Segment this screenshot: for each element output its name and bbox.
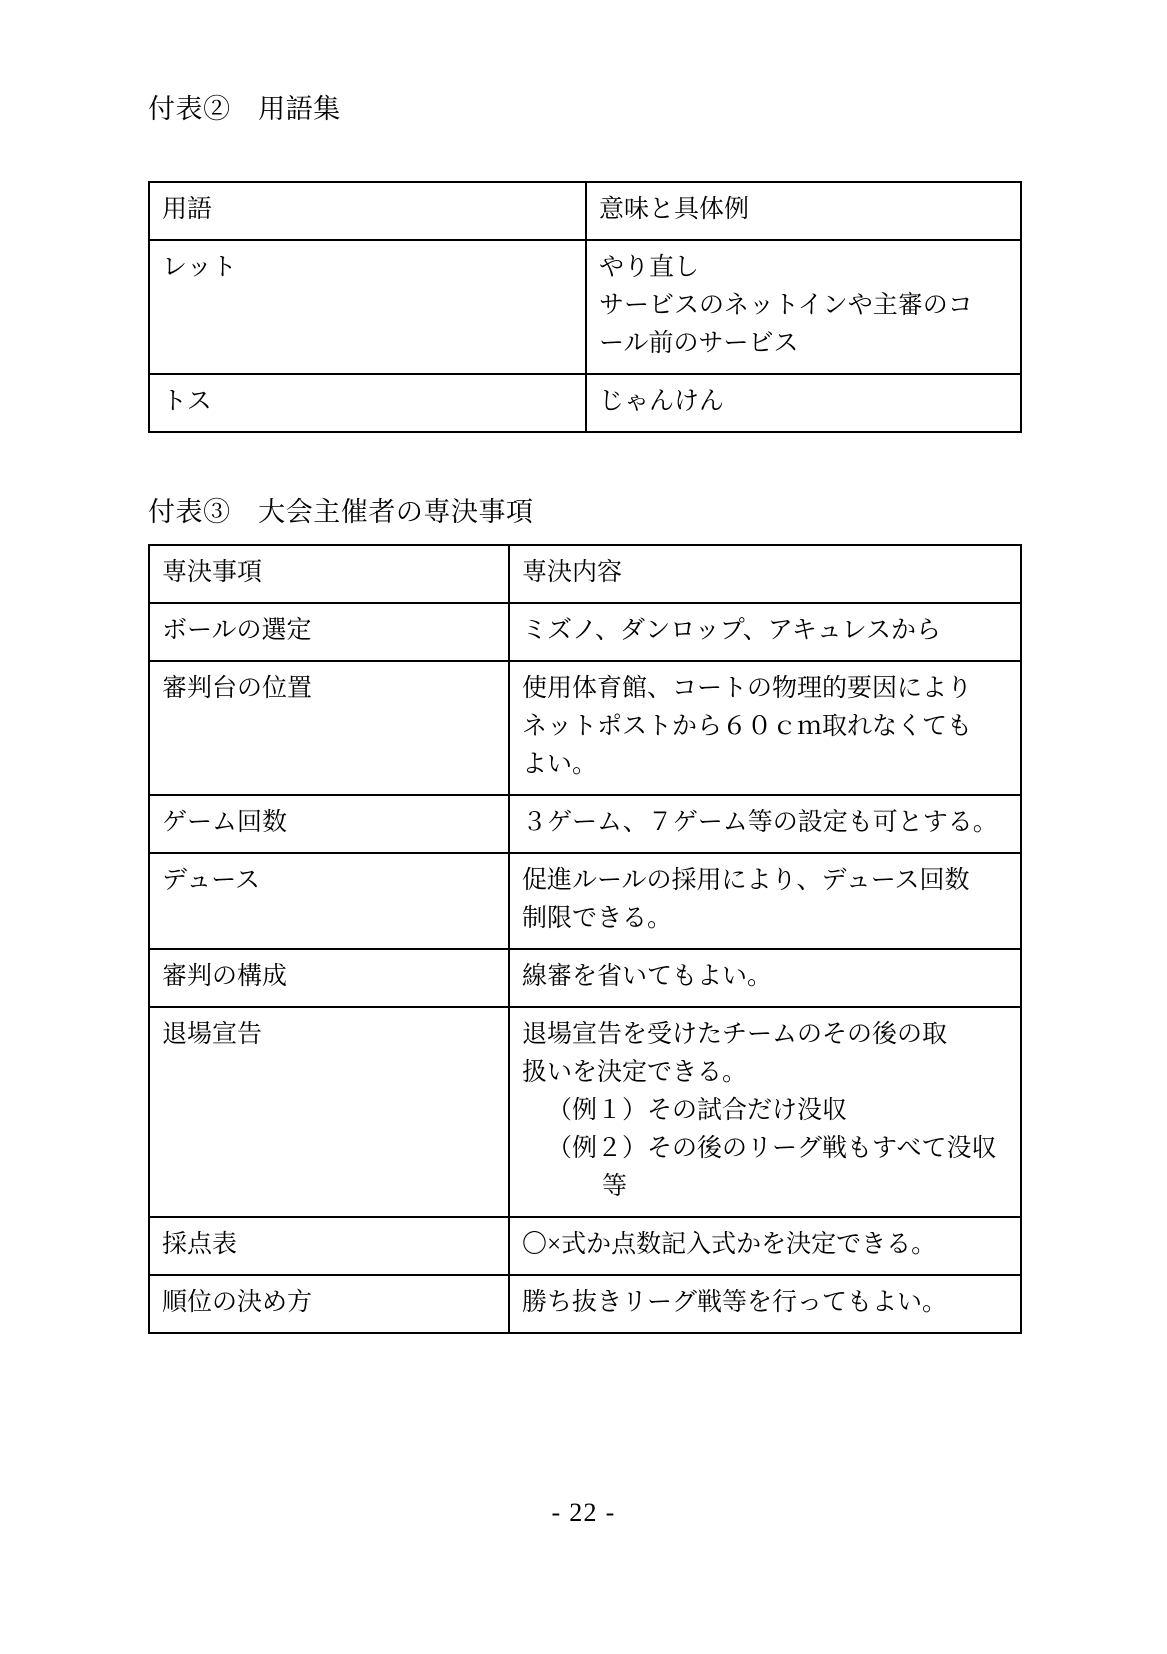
table-row <box>149 661 1021 795</box>
content-cell <box>509 853 1021 949</box>
item-cell: 審判の構成 <box>149 949 509 1007</box>
item-cell: デュース <box>149 853 509 949</box>
content-line: 退場宣告を受けたチームのその後の取 <box>522 1021 948 1049</box>
terms-table <box>148 181 1022 433</box>
table-row <box>149 949 1021 1007</box>
table-row <box>149 1217 1021 1275</box>
content-line: ミズノ、ダンロップ、アキュレスから <box>522 617 942 645</box>
content-cell <box>509 1275 1021 1333</box>
section-heading-terms: 付表② 用語集 <box>148 94 341 124</box>
term-cell: レット <box>149 240 586 374</box>
content-line: 勝ち抜きリーグ戦等を行ってもよい。 <box>522 1289 948 1317</box>
content-cell <box>509 661 1021 795</box>
content-line: ３ゲーム、７ゲーム等の設定も可とする。 <box>522 809 998 837</box>
page-number: - 22 - <box>551 1498 616 1527</box>
table-row <box>149 603 1021 661</box>
content-line: 線審を省いてもよい。 <box>522 963 773 991</box>
item-cell: 退場宣告 <box>149 1007 509 1217</box>
content-cell <box>509 1007 1021 1217</box>
content-line: ネットポストから６０ｃｍ取れなくても <box>522 713 973 741</box>
content-line: 促進ルールの採用により、デュース回数 <box>522 867 970 895</box>
table-row <box>149 240 1021 374</box>
table-header-term: 用語 <box>149 182 586 240</box>
organizer-decisions-table <box>148 544 1022 1334</box>
content-line: （例２）その後のリーグ戦もすべて没収 <box>547 1135 997 1163</box>
content-line: よい。 <box>522 751 598 779</box>
table-row <box>149 1275 1021 1333</box>
content-cell <box>509 949 1021 1007</box>
table-row <box>149 1007 1021 1217</box>
content-line: 〇×式か点数記入式かを決定できる。 <box>522 1231 937 1259</box>
meaning-cell <box>586 374 1021 432</box>
item-cell: 採点表 <box>149 1217 509 1275</box>
item-cell: ゲーム回数 <box>149 795 509 853</box>
item-cell: 審判台の位置 <box>149 661 509 795</box>
meaning-line: ール前のサービス <box>599 330 799 358</box>
content-line: 等 <box>602 1173 628 1201</box>
meaning-cell <box>586 240 1021 374</box>
term-cell: トス <box>149 374 586 432</box>
meaning-line: やり直し <box>599 254 700 282</box>
table-header-content: 専決内容 <box>509 545 1021 603</box>
content-cell <box>509 1217 1021 1275</box>
content-cell <box>509 603 1021 661</box>
table-row <box>149 374 1021 432</box>
item-cell: 順位の決め方 <box>149 1275 509 1333</box>
content-line: 扱いを決定できる。 <box>522 1059 748 1087</box>
meaning-line: じゃんけん <box>599 388 725 416</box>
table-header-meaning: 意味と具体例 <box>586 182 1021 240</box>
table-row <box>149 853 1021 949</box>
section-heading-organizer: 付表③ 大会主催者の専決事項 <box>148 497 534 528</box>
content-line: 使用体育館、コートの物理的要因により <box>522 675 973 703</box>
content-line: 制限できる。 <box>522 905 673 933</box>
table-header-item: 専決事項 <box>149 545 509 603</box>
content-cell <box>509 795 1021 853</box>
table-row <box>149 795 1021 853</box>
meaning-line: サービスのネットインや主審のコ <box>599 292 973 320</box>
content-line: （例１）その試合だけ没収 <box>547 1097 848 1125</box>
table-header-row <box>149 545 1021 603</box>
table-header-row <box>149 182 1021 240</box>
item-cell: ボールの選定 <box>149 603 509 661</box>
